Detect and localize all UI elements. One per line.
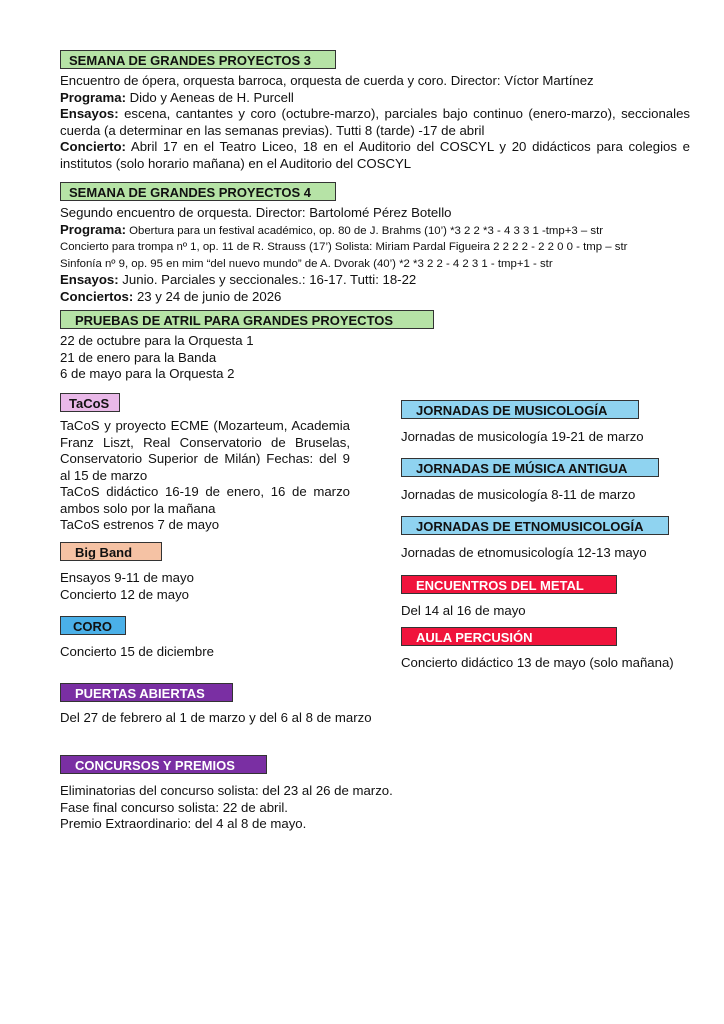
section-title-grandes-proyectos-4: SEMANA DE GRANDES PROYECTOS 4	[60, 182, 336, 201]
intro-text: Encuentro de ópera, orquesta barroca, orquesta de cuerda y coro. Director: Víctor Martínez	[60, 73, 594, 88]
section-body-tacos	[60, 418, 350, 534]
section-body-musicologia: Jornadas de musicología 19-21 de marzo	[401, 429, 644, 444]
tacos-para-3: TaCoS estrenos 7 de mayo	[60, 517, 220, 532]
section-title-encuentros-metal: ENCUENTROS DEL METAL	[401, 575, 617, 594]
programa-label: Programa:	[60, 89, 126, 105]
section-title-concursos: CONCURSOS Y PREMIOS	[60, 755, 267, 774]
programa-line	[60, 90, 690, 107]
section-body-big-band	[60, 570, 350, 603]
section-body-musica-antigua: Jornadas de musicología 8-11 de marzo	[401, 487, 636, 502]
concursos-line-1: Eliminatorias del concurso solista: del 23 al 26 de marzo.	[60, 783, 393, 798]
tacos-para-1: TaCoS y proyecto ECME (Mozarteum, Academia Franz Liszt, Real Conservatorio de Bruselas, Conservatorio Superior de Milán) Fechas: del 9 al 15 de marzo	[60, 418, 350, 483]
section-body-grandes-proyectos-4	[60, 205, 700, 305]
section-body-pruebas-atril	[60, 333, 460, 383]
pruebas-line-1: 22 de octubre para la Orquesta 1	[60, 333, 254, 348]
section-title-puertas-abiertas: PUERTAS ABIERTAS	[60, 683, 233, 702]
conciertos-label: Conciertos:	[60, 288, 134, 304]
programa-line-1	[60, 222, 700, 240]
pruebas-line-3: 6 de mayo para la Orquesta 2	[60, 366, 235, 381]
concierto-line	[60, 139, 690, 172]
conciertos-line	[60, 289, 700, 306]
ensayos-text: escena, cantantes y coro (octubre-marzo), parciales bajo continuo (enero-marzo), seccionales cuerda (a determinar en las semanas previas). Tutti 8 (tarde) -17 de abril	[60, 106, 690, 138]
intro-text: Segundo encuentro de orquesta. Director: Bartolomé Pérez Botello	[60, 205, 452, 220]
concierto-text: Abril 17 en el Teatro Liceo, 18 en el Auditorio del COSCYL y 20 didácticos para colegios e institutos (solo horario mañana) en el Auditorio del COSCYL	[60, 139, 690, 171]
section-title-aula-percusion: AULA PERCUSIÓN	[401, 627, 617, 646]
section-title-etnomusicologia: JORNADAS DE ETNOMUSICOLOGÍA	[401, 516, 669, 535]
section-title-musicologia: JORNADAS DE MUSICOLOGÍA	[401, 400, 639, 419]
section-title-big-band: Big Band	[60, 542, 162, 561]
programa-line-3: Sinfonía nº 9, op. 95 en mim “del nuevo mundo” de A. Dvorak (40’) *2 *3 2 2 - 4 2 3 1 - tmp+1 - str	[60, 257, 553, 270]
programa-line-2: Concierto para trompa nº 1, op. 11 de R. Strauss (17’) Solista: Miriam Pardal Figueira 2 2 2 2 - 2 2 0 0 - tmp – str	[60, 241, 628, 253]
concursos-line-3: Premio Extraordinario: del 4 al 8 de mayo.	[60, 816, 307, 831]
section-body-grandes-proyectos-3	[60, 73, 690, 172]
section-title-musica-antigua: JORNADAS DE MÚSICA ANTIGUA	[401, 458, 659, 477]
programa-text: Dido y Aeneas de H. Purcell	[125, 89, 294, 105]
programa-label: Programa:	[60, 221, 126, 237]
ensayos-line	[60, 272, 700, 289]
bigband-line-2: Concierto 12 de mayo	[60, 586, 190, 602]
section-body-coro: Concierto 15 de diciembre	[60, 644, 214, 659]
programa-text-1: Obertura para un festival académico, op. 80 de J. Brahms (10’) *3 2 2 *3 - 4 3 3 1 -tmp+3 – str	[125, 224, 604, 237]
concursos-line-2: Fase final concurso solista: 22 de abril.	[60, 799, 288, 815]
section-body-etnomusicologia: Jornadas de etnomusicología 12-13 mayo	[401, 545, 647, 560]
bigband-line-1: Ensayos 9-11 de mayo	[60, 570, 194, 585]
ensayos-text: Junio. Parciales y seccionales.: 16-17. Tutti: 18-22	[118, 272, 417, 287]
conciertos-text: 23 y 24 de junio de 2026	[133, 288, 282, 304]
section-title-coro: CORO	[60, 616, 126, 635]
concierto-label: Concierto:	[60, 139, 126, 154]
ensayos-label: Ensayos:	[60, 106, 119, 121]
section-body-encuentros-metal: Del 14 al 16 de mayo	[401, 603, 526, 618]
section-title-grandes-proyectos-3: SEMANA DE GRANDES PROYECTOS 3	[60, 50, 336, 69]
tacos-para-2: TaCoS didáctico 16-19 de enero, 16 de marzo ambos solo por la mañana	[60, 484, 350, 516]
section-body-aula-percusion: Concierto didáctico 13 de mayo (solo mañana)	[401, 655, 674, 670]
section-body-concursos	[60, 783, 480, 833]
section-title-tacos: TaCoS	[60, 393, 120, 412]
section-title-pruebas-atril: PRUEBAS DE ATRIL PARA GRANDES PROYECTOS	[60, 310, 434, 329]
section-body-puertas-abiertas: Del 27 de febrero al 1 de marzo y del 6 al 8 de marzo	[60, 710, 372, 725]
ensayos-line	[60, 106, 690, 139]
ensayos-label: Ensayos:	[60, 272, 119, 287]
pruebas-line-2: 21 de enero para la Banda	[60, 349, 217, 365]
